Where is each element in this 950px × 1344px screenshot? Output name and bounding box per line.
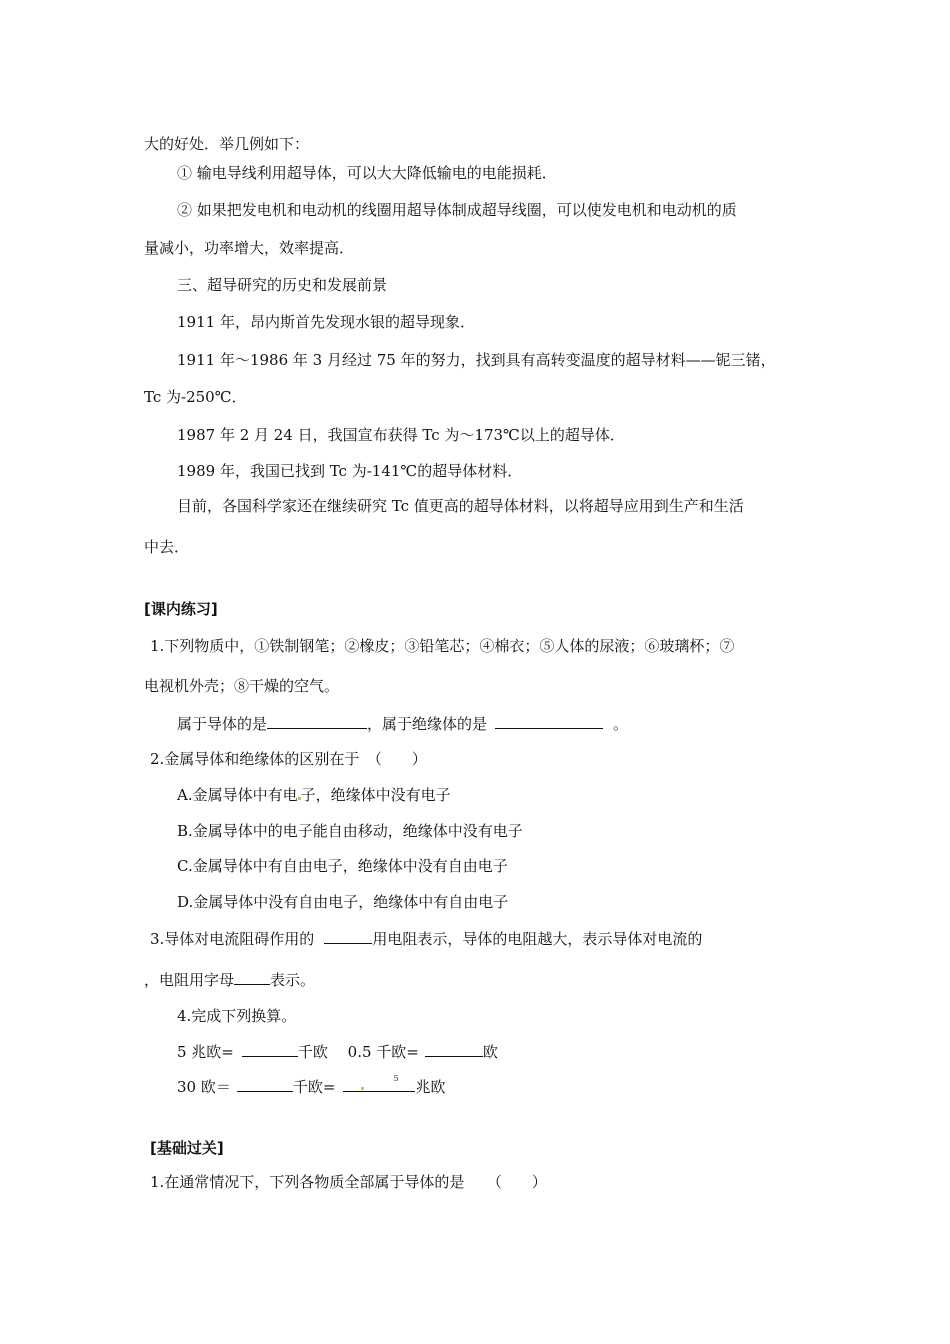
q3-text-post-2: 表示。: [270, 971, 316, 989]
q3-blank-2[interactable]: [234, 970, 270, 985]
q3-text-pre: 3.导体对电流阻碍作用的: [150, 930, 315, 948]
body-text-line: 量减小，功率增大，效率提高．: [144, 239, 355, 257]
question-2-option-d: D.金属导体中没有自由电子，绝缘体中有自由电子: [177, 893, 509, 911]
question-1-answer-line: [177, 714, 628, 734]
stray-mark: [361, 1087, 364, 1090]
question-4-row-1: [177, 1042, 498, 1062]
q4-row1-part1: 5 兆欧=: [177, 1043, 234, 1061]
conductor-answer-blank[interactable]: [267, 714, 367, 729]
basic-question-1: 1.在通常情况下，下列各物质全部属于导体的是 （ ）: [150, 1173, 547, 1191]
q4-row1-part2: 千欧 0.5 千欧=: [297, 1043, 419, 1061]
body-text-line: 1989 年，我国已找到 Tc 为-141℃的超导体材料．: [177, 462, 523, 480]
option-a-text: A.金属导体中有电: [177, 786, 298, 804]
q4-row1-part3: 欧: [482, 1043, 498, 1061]
body-text-line: 1911 年，昂内斯首先发现水银的超导现象．: [177, 313, 475, 331]
q4-row2-part2: 千欧=: [292, 1078, 336, 1096]
insulator-answer-blank[interactable]: [495, 714, 603, 729]
question-1-text: 1.下列物质中，①铁制钢笔；②橡皮；③铅笔芯；④棉衣；⑤人体的尿液；⑥玻璃杯；⑦: [150, 637, 735, 655]
body-text-line: 中去．: [144, 538, 190, 556]
question-1-text: 电视机外壳；⑧干燥的空气。: [144, 677, 340, 695]
question-2-option-b: B.金属导体中的电子能自由移动，绝缘体中没有电子: [177, 822, 523, 840]
practice-heading: [课内练习]: [144, 600, 218, 618]
body-text-line: 大的好处．举几例如下：: [144, 135, 310, 153]
q1-insulator-label: ，属于绝缘体的是: [367, 715, 488, 733]
q3-text-post: 用电阻表示，导体的电阻越大，表示导体对电流的: [372, 930, 703, 948]
question-2-option-c: C.金属导体中有自由电子，绝缘体中没有自由电子: [177, 857, 508, 875]
q4-blank-4[interactable]: [343, 1074, 415, 1092]
q4-superscript: 5: [393, 1074, 399, 1083]
q1-conductor-label: 属于导体的是: [177, 715, 268, 733]
section-heading: 三、超导研究的历史和发展前景: [177, 276, 388, 294]
q4-row2-part3: 兆欧: [415, 1078, 446, 1096]
q4-blank-1[interactable]: [242, 1042, 298, 1057]
q3-text-pre-2: ，电阻用字母: [144, 971, 235, 989]
q1-period: 。: [613, 715, 629, 733]
q3-blank-1[interactable]: [324, 929, 372, 944]
question-4-row-2: [177, 1074, 446, 1097]
body-text-line: 1987 年 2 月 24 日，我国宣布获得 Tc 为～173℃以上的超导体．: [177, 426, 625, 444]
question-2-option-a: [177, 785, 451, 805]
question-3-text-cont: [144, 970, 315, 990]
q4-blank-2[interactable]: [425, 1042, 483, 1057]
body-text-line: 目前，各国科学家还在继续研究 Tc 值更高的超导体材料，以将超导应用到生产和生活: [177, 497, 744, 515]
body-text-line: Tc 为-250℃．: [144, 388, 247, 406]
body-text-line: ② 如果把发电机和电动机的线圈用超导体制成超导线圈，可以使发电机和电动机的质: [177, 201, 737, 219]
body-text-line: ① 输电导线利用超导体，可以大大降低输电的电能损耗．: [177, 164, 557, 182]
q4-row2-part1: 30 欧＝: [177, 1078, 231, 1096]
option-a-text-cont: 子，绝缘体中没有电子: [300, 786, 451, 804]
question-2-text: 2.金属导体和绝缘体的区别在于 （ ）: [150, 750, 427, 768]
basic-heading: [基础过关]: [150, 1139, 224, 1157]
question-3-text: [150, 929, 702, 949]
q4-blank-3[interactable]: [237, 1077, 293, 1092]
question-4-text: 4.完成下列换算。: [177, 1007, 297, 1025]
body-text-line: 1911 年～1986 年 3 月经过 75 年的努力，找到具有高转变温度的超导材料——铌三锗，: [177, 351, 776, 369]
